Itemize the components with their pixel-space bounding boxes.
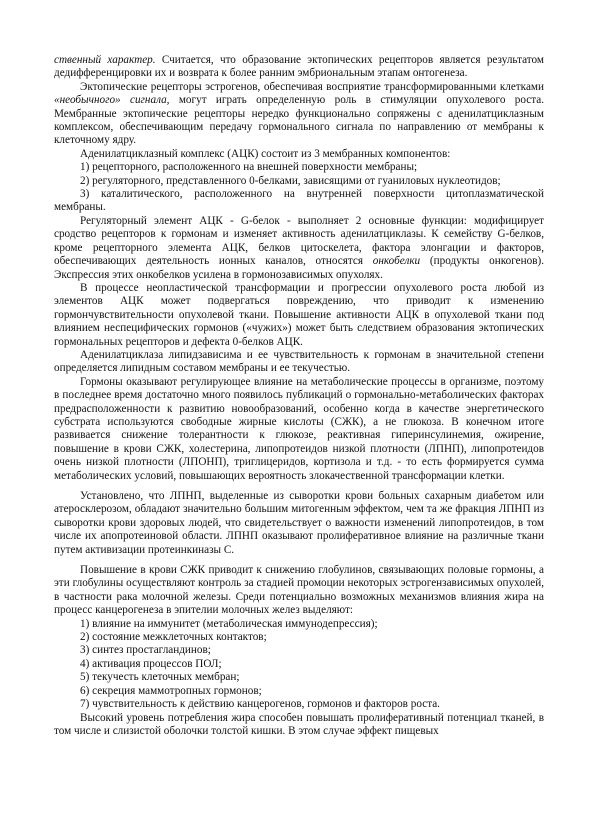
paragraph-text: (продукты онкогенов). Экспрессия этих онкобелков усилена в гормонозависимых опухолях.: [54, 255, 544, 281]
paragraph-szhk: Повышение в крови СЖК приводит к снижению глобулинов, связывающих половые гормоны, а эти глобулины осуществляют контроль за стадией промоции некоторых эстрогензависимых опухолей, в частности рака молочной железы. Среди потенциально возможных механизмов влияния жира на процесс канцерогенеза в эпителии молочных желез выделяют:: [54, 564, 544, 617]
list-item: 6) секреция маммотропных гормонов;: [80, 684, 262, 697]
paragraph-hormones: Гормоны оказывают регулирующее влияние на метаболические процессы в организме, поэтому в последнее время достаточно много появилось публикаций о гормонально-метаболических факторах предрасположенности к развитию новообразований, особенно когда в качестве энергетического субстрата используются свободные жирные кислоты (СЖК), а не глюкоза. В конечном итоге развивается снижение толерантности к глюкозе, реактивная гиперинсулинемия, ожирение, повышение в крови СЖК, холестерина, липопротеидов низкой плотности (ЛПНП), липопротеидов очень низкой плотности (ЛПОНП), триглицеридов, кортизола и т.д. - то есть формируется сумма метаболических условий, повышающих вероятность злокачественной трансформации клетки.: [54, 375, 544, 482]
paragraph-fat-intake: Высокий уровень потребления жира способен повышать пролиферативный потенциал тканей, в том числе и слизистой оболочки толстой кишки. В этом случае эффект пищевых: [54, 711, 544, 737]
italic-phrase: «необычного» сигнала,: [54, 94, 170, 107]
list-item: 3) каталитического, расположенного на внутренней поверхности цитоплазматической мембраны.: [54, 188, 544, 214]
paragraph-ectopic-receptors: [54, 81, 544, 148]
paragraph-text: Считается, что образование эктопических рецепторов является результатом дедифференцировки их и возврата к более ранним эмбриональным этапам онтогенеза.: [54, 54, 544, 80]
paragraph-g-protein: [54, 215, 544, 282]
paragraph-adenylate-cyclase: Аденилатциклаза липидзависима и ее чувствительность к гормонам в значительной степени определяется липидным составом мембраны и ее текучестью.: [54, 348, 544, 375]
italic-phrase: онкобелки: [372, 255, 421, 268]
paragraph-continuation: [54, 54, 544, 81]
list-item: 4) активация процессов ПОЛ;: [80, 657, 222, 670]
list-item: 1) влияние на иммунитет (метаболическая иммунодепрессия);: [80, 617, 378, 630]
list-item: 1) рецепторного, расположенного на внешней поверхности мембраны;: [80, 161, 418, 174]
paragraph-text: могут играть определенную роль в стимуляции опухолевого роста. Мембранные эктопические рецепторы нередко функционально сопряжены с аденилатциклазным комплексом, обеспечивающим передачу гормонального сигнала по направлению от мембраны к клеточному ядру.: [54, 94, 545, 147]
paragraph-neoplastic: В процессе неопластической трансформации и прогрессии опухолевого роста любой из элементов АЦК может подвергаться повреждению, что приводит к изменению гормончувствительности опухолевой ткани. Повышение активности АЦК в опухолевой ткани под влиянием неспецифических гормонов («чужих») может быть следствием образования эктопических гормональных рецепторов и дефекта 0-белков АЦК.: [54, 281, 544, 348]
paragraph-lpnp: Установлено, что ЛПНП, выделенные из сыворотки крови больных сахарным диабетом или атеросклерозом, обладают значительно большим митогенным эффектом, чем та же фракция ЛПНП из сыворотки крови здоровых людей, что свидетельствует о важности изменений липопротеидов, в том числе их апопротеиновой области. ЛПНП оказывают пролиферативное влияние на различные ткани путем активизации протеинкиназы С.: [54, 490, 544, 556]
list-item: 2) регуляторного, представленного 0-белками, зависящими от гуаниловых нуклеотидов;: [80, 174, 501, 187]
list-item: 5) текучесть клеточных мембран;: [80, 671, 240, 684]
list-item: 7) чувствительность к действию канцерогенов, гормонов и факторов роста.: [80, 698, 440, 711]
paragraph-ack-intro: Аденилатциклазный комплекс (АЦК) состоит из 3 мембранных компонентов:: [80, 147, 451, 160]
list-item: 2) состояние межклеточных контактов;: [80, 631, 267, 644]
document-page: [54, 54, 544, 738]
list-item: 3) синтез простагландинов;: [80, 644, 211, 657]
italic-phrase: ственный характер.: [54, 54, 156, 66]
paragraph-text: Регуляторный элемент АЦК - G-белок - выполняет 2 основные функции: модифицирует сродство рецепторов к гормонам и изменяет активность аденилатциклазы. К семейству G-белков, кроме рецепторного элемента АЦК, белков цитоскелета, фактора элонгации и факторов, обеспечивающих деятельность ионных каналов, относятся: [54, 214, 544, 268]
paragraph-text: Эктопические рецепторы эстрогенов, обеспечивая восприятие трансформированными клетками: [80, 80, 544, 93]
